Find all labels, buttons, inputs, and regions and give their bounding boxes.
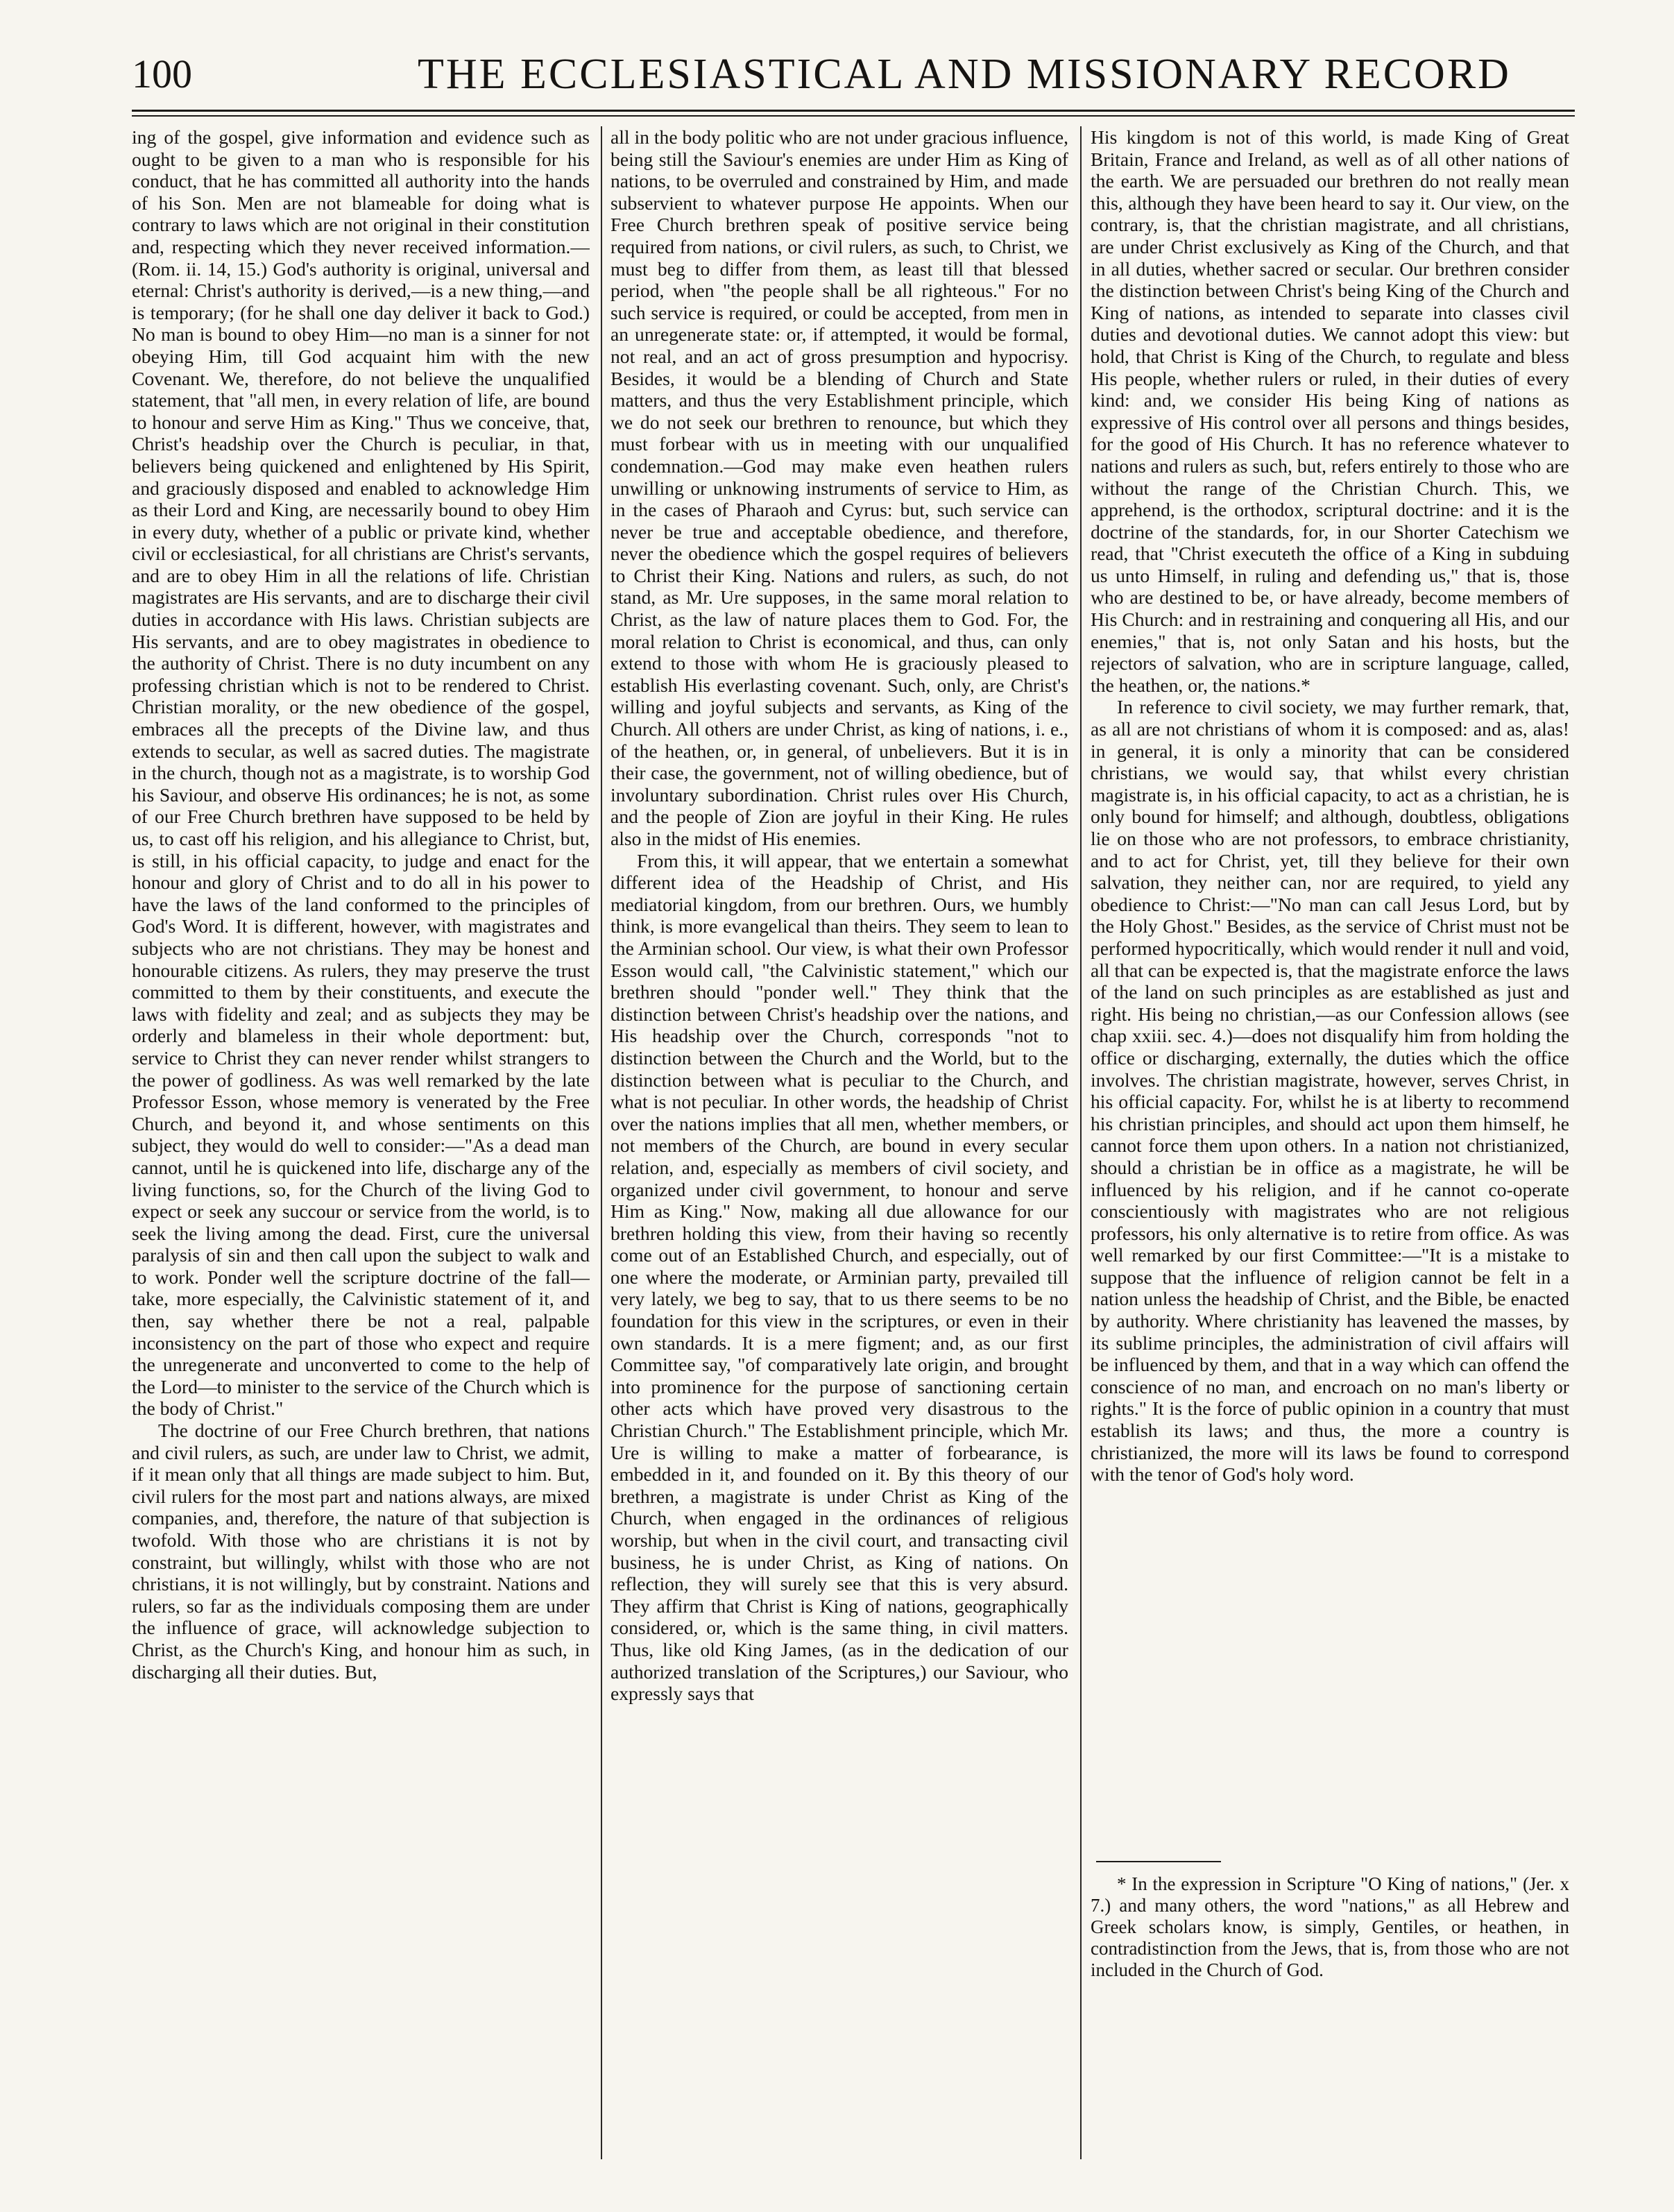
page-number: 100 bbox=[132, 51, 192, 96]
header-rule-bottom bbox=[132, 115, 1575, 117]
paragraph: His kingdom is not of this world, is made King of Great Britain, France and Ireland, as well as of all other nations of the earth. We are persuaded our brethren do not really mean this, although they have been heard to say it. Our view, on the contrary, is, that the christian magistrate, and all christians, are under Christ exclusively as King of the Church, and that in all duties, whether sacred or secular. Our brethren consider the distinction between Christ's being King of the Church and King of nations, as intended to separate into classes civil duties and devotional duties. We cannot adopt this view: but hold, that Christ is King of the Church, to regulate and bless His people, whether rulers or ruled, in their duties of every kind: and, we consider His being King of nations as expressive of His control over all persons and things besides, for the good of His Church. It has no reference whatever to nations and rulers as such, but, refers entirely to those who are without the range of the Christian Church. This, we apprehend, is the orthodox, scriptural doctrine: and it is the doctrine of the standards, for, in our Shorter Catechism we read, that "Christ executeth the office of a King in subduing us unto Himself, in ruling and defending us," that is, those who are destined to be, or have already, become members of His Church: and in restraining and conquering all His, and our enemies," that is, not only Satan and his hosts, but the rejectors of salvation, who are in scripture language, called, the heathen, or, the nations.* bbox=[1091, 126, 1569, 696]
text-column-3 bbox=[1091, 126, 1569, 1854]
paragraph: From this, it will appear, that we entertain a somewhat different idea of the Headship of Christ, and His mediatorial kingdom, from our brethren. Ours, we humbly think, is more evangelical than theirs. They seem to lean to the Arminian school. Our view, is what their own Professor Esson would call, "the Calvinistic statement," which our brethren should "ponder well." They think that the distinction between Christ's headship over the nations, and His headship over the Church, corresponds "not to distinction between the Church and the World, but to the distinction between what is peculiar to the Church, and what is not peculiar. In other words, the headship of Christ over the nations implies that all men, whether members, or not members of the Church, are bound in every secular relation, and, especially as members of civil society, and organized under civil government, to honour and serve Him as King." Now, making all due allowance for our brethren holding this view, from their having so recently come out of an Established Church, and especially, out of one where the moderate, or Arminian party, prevailed till very lately, we beg to say, that to us there seems to be no foundation for this view in the scriptures, or even in their own standards. It is a mere figment; and, as our first Committee say, "of comparatively late origin, and brought into prominence for the purpose of sanctioning certain other acts which have proved very disastrous to the Christian Church." The Establishment principle, which Mr. Ure is willing to make a matter of forbearance, is embedded in it, and founded on it. By this theory of our brethren, a magistrate is under Christ as King of the Church, when engaged in the ordinances of religious worship, but when in the civil court, and transacting civil business, he is under Christ, as King of nations. On reflection, they will surely see that this is very absurd. They affirm that Christ is King of nations, geographically considered, or, which is the same thing, in civil matters. Thus, like old King James, (as in the dedication of our authorized translation of the Scriptures,) our Saviour, who expressly says that bbox=[610, 849, 1068, 1705]
footnote-text: * In the expression in Scripture "O King of nations," (Jer. x 7.) and many others, the word "nations," as all Hebrew and Greek scholars know, is simply, Gentiles, or heathen, in contradistinction from the Jews, that is, from those who are not included in the Church of God. bbox=[1091, 1873, 1569, 1980]
footnote bbox=[1091, 1873, 1569, 2047]
paragraph: all in the body politic who are not under gracious influence, being still the Saviour's enemies are under Him as King of nations, to be overruled and constrained by Him, and made subservient to whatever purpose He appoints. When our Free Church brethren speak of positive service being required from nations, or civil rulers, as such, to Christ, we must beg to differ from them, as least till that blessed period, when "the people shall be all righteous." For no such service is required, or could be accepted, from men in an unregenerate state: or, if attempted, it would be formal, not real, and an act of gross presumption and hypocrisy. Besides, it would be a blending of Church and State matters, and thus the very Establishment principle, which we do not seek our brethren to renounce, but which they must forbear with us in meeting with our unqualified condemnation.—God may make even heathen rulers unwilling or unknowing instruments of service to Him, as in the cases of Pharaoh and Cyrus: but, such service can never be true and acceptable obedience, and therefore, never the obedience which the gospel requires of believers to Christ their King. Nations and rulers, as such, do not stand, as Mr. Ure supposes, in the same moral relation to Christ, as the law of nature places them to God. For, the moral relation to Christ is economical, and thus, can only extend to those with whom He is graciously pleased to establish His everlasting covenant. Such, only, are Christ's willing and joyful subjects and servants, as King of the Church. All others are under Christ, as king of nations, i. e., of the heathen, or, in general, of unbelievers. But it is in their case, the government, not of willing obedience, but of involuntary subordination. Christ rules over His Church, and the people of Zion are joyful in their King. He rules also in the midst of His enemies. bbox=[610, 126, 1068, 849]
column-divider bbox=[1080, 126, 1082, 2159]
text-column-2 bbox=[610, 126, 1068, 2138]
header-rule-top bbox=[132, 110, 1575, 112]
paragraph: The doctrine of our Free Church brethren, that nations and civil rulers, as such, are under law to Christ, we admit, if it mean only that all things are made subject to him. But, civil rulers for the most part and nations always, are mixed companies, and, therefore, the nature of that subjection is twofold. With those who are christians it is not by constraint, but willingly, whilst with those who are not christians, it is not willingly, but by constraint. Nations and rulers, so far as the individuals composing them are under the influence of grace, will acknowledge subjection to Christ, as the Church's King, and honour him as such, in discharging all their duties. But, bbox=[132, 1420, 590, 1683]
column-divider bbox=[601, 126, 602, 2159]
page-header bbox=[132, 43, 1575, 105]
paragraph: In reference to civil society, we may further remark, that, as all are not christians of whom it is composed: and as, alas! in general, it is only a minority that can be considered christians, we would say, that whilst every christian magistrate is, in his official capacity, to act as a christian, he is only bound for himself; and although, doubtless, obligations lie on those who are not professors, to embrace christianity, and to act for Christ, yet, till they believe for their own salvation, they neither can, nor are required, to yield any obedience to Christ:—"No man can call Jesus Lord, but by the Holy Ghost." Besides, as the service of Christ must not be performed hypocritically, which would render it null and void, all that can be expected is, that the magistrate enforce the laws of the land on such principles as are established as just and right. His being no christian,—as our Confession allows (see chap xxiii. sec. 4.)—does not disqualify him from holding the office or discharging, externally, the duties which the office involves. The christian magistrate, however, serves Christ, in his official capacity. For, whilst he is at liberty to recommend his christian principles, and should act upon them himself, he cannot force them upon others. In a nation not christianized, should a christian be in office as a magistrate, he will be influenced by his religion, and if he cannot co-operate conscientiously with magistrates who are not religious professors, his only alternative is to retire from office. As was well remarked by our first Committee:—"It is a mistake to suppose that the influence of religion cannot be felt in a nation unless the headship of Christ, and the Bible, be enacted by authority. Where christianity has leavened the masses, by its sublime principles, the administration of civil affairs will be influenced by them, and that in a way which can offend the conscience of no man, and encroach on no man's liberty or rights." It is the force of public opinion in a country that must establish its laws; and thus, the more a country is christianized, the more will its laws be found to correspond with the tenor of God's holy word. bbox=[1091, 696, 1569, 1486]
running-title: THE ECCLESIASTICAL AND MISSIONARY RECORD bbox=[418, 51, 1511, 98]
paragraph: ing of the gospel, give information and evidence such as ought to be given to a man who is responsible for his conduct, that he has committed all authority into the hands of his Son. Men are not blameable for doing what is contrary to laws which are not original in their constitution and, respecting which they never received information.—(Rom. ii. 14, 15.) God's authority is original, universal and eternal: Christ's authority is derived,—is a new thing,—and is temporary; (for he shall one day deliver it back to God.) No man is bound to obey Him—no man is a sinner for not obeying Him, till God acquaint him with the new Covenant. We, therefore, do not believe the unqualified statement, that "all men, in every relation of life, are bound to honour and serve Him as King." Thus we conceive, that, Christ's headship over the Church is peculiar, in that, believers being quickened and enlightened by His Spirit, and graciously disposed and enabled to acknowledge Him as their Lord and King, are necessarily bound to obey Him in every duty, whether of a public or private kind, whether civil or ecclesiastical, for all christians are Christ's servants, and are to obey Him in all the relations of life. Christian magistrates are His servants, and are to discharge their civil duties in accordance with His laws. Christian subjects are His servants, and are to obey magistrates in obedience to the authority of Christ. There is no duty incumbent on any professing christian which is not to be rendered to Christ. Christian morality, or the new obedience of the gospel, embraces all the precepts of the Divine law, and thus extends to secular, as well as sacred duties. The magistrate in the church, though not as a magistrate, is to worship God his Saviour, and observe His ordinances; he is not, as some of our Free Church brethren have supposed to be held by us, to cast off his religion, and his allegiance to Christ, but, is still, in his official capacity, to judge and enact for the honour and glory of Christ and to do all in his power to have the laws of the land conformed to the principles of God's Word. It is different, however, with magistrates and subjects who are not christians. They may be honest and honourable citizens. As rulers, they may preserve the trust committed to them by their constituents, and execute the laws with fidelity and zeal; and as subjects they may be orderly and blameless in their whole deportment: but, service to Christ they can never render whilst strangers to the power of godliness. As was well remarked by the late Professor Esson, whose memory is venerated by the Free Church, and beyond it, and whose sentiments on this subject, they would do well to consider:—"As a dead man cannot, until he is quickened into life, discharge any of the living functions, so, for the Church of the living God to expect or seek any succour or service from the world, is to seek the living among the dead. First, cure the universal paralysis of sin and then call upon the subject to walk and to work. Ponder well the scripture doctrine of the fall—take, more especially, the Calvinistic statement of it, and then, say whether there be not a real, palpable inconsistency on the part of those who expect and require the unregenerate and unconverted to come to the help of the Lord—to minister to the service of the Church which is the body of Christ." bbox=[132, 126, 590, 1420]
text-column-1 bbox=[132, 126, 590, 2138]
footnote-rule bbox=[1096, 1861, 1221, 1862]
